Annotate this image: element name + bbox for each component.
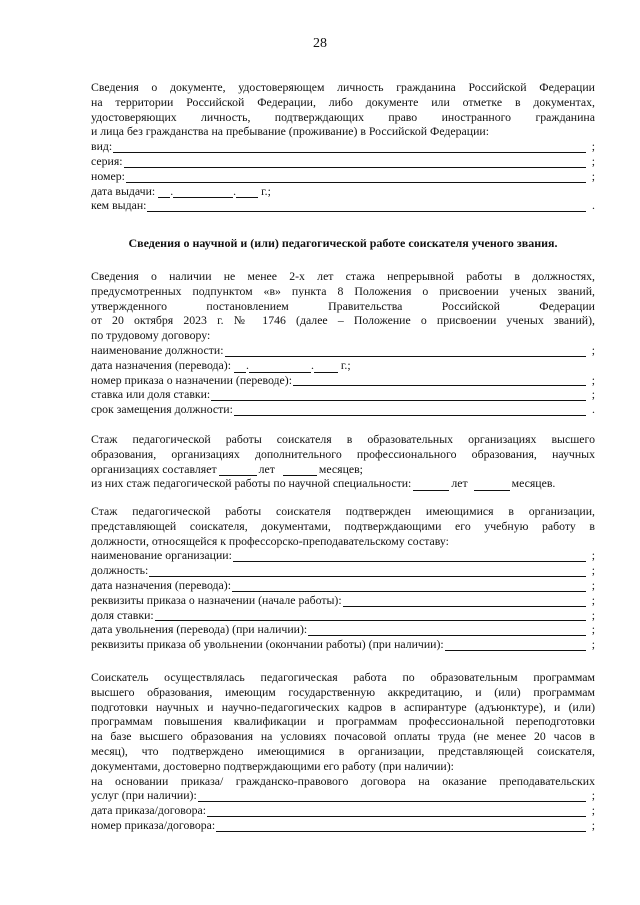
field-end: ;	[591, 607, 595, 622]
rate-field[interactable]	[91, 387, 595, 402]
date-separator: .	[245, 357, 249, 372]
months-label: месяцев;	[318, 461, 363, 476]
field-end: ;	[591, 637, 595, 652]
paragraph-line: подготовки научных и научно-педагогических кадров в аспирантуре (адъюнктуре), и (или)	[91, 699, 595, 714]
fill-line[interactable]	[198, 790, 586, 802]
field-end: .	[592, 402, 595, 417]
doc-number-field[interactable]	[91, 169, 595, 184]
field-label: срок замещения должности:	[91, 402, 233, 417]
field-label: серия:	[91, 153, 123, 168]
field-label: номер приказа/договора:	[91, 817, 216, 832]
field-label: организациях составляет	[91, 461, 217, 476]
field-end: ;	[591, 342, 595, 357]
date-separator: .	[233, 183, 237, 198]
year-suffix: г.;	[340, 357, 351, 372]
issued-by-field[interactable]	[91, 198, 595, 213]
field-label: услуг (при наличии):	[91, 788, 197, 803]
fill-line[interactable]	[343, 595, 586, 607]
paragraph-line: программам повышения квалификации и программам профессиональной переподготовки	[91, 714, 595, 729]
field-end: ;	[591, 563, 595, 578]
month-blank[interactable]	[173, 186, 233, 198]
month-blank[interactable]	[249, 361, 311, 373]
field-end: ;	[591, 817, 595, 832]
work-experience-section	[91, 269, 595, 417]
field-label: номер приказа о назначении (переводе):	[91, 372, 292, 387]
year-suffix: г.;	[261, 183, 271, 198]
paragraph-line: месяц), что подтверждено имеющимися в организации, представляющей соискателя,	[91, 743, 595, 758]
paragraph-line: удостоверяющих личность, подтверждающих право иностранного гражданина	[91, 109, 595, 124]
rate-share-field[interactable]	[91, 608, 595, 623]
fill-line[interactable]	[232, 580, 586, 592]
field-label: реквизиты приказа о назначении (начале работы):	[91, 592, 342, 607]
appointment-date-field[interactable]	[91, 358, 595, 373]
fill-line[interactable]	[155, 609, 586, 621]
services-field[interactable]	[91, 788, 595, 803]
fill-line[interactable]	[225, 345, 586, 357]
field-label: дата назначения (перевода):	[91, 577, 231, 592]
appointment-order-field[interactable]	[91, 373, 595, 388]
field-end: ;	[591, 168, 595, 183]
appointment-date-field[interactable]	[91, 578, 595, 593]
year-blank[interactable]	[314, 361, 338, 373]
position-field[interactable]	[91, 563, 595, 578]
order-details-field[interactable]	[91, 593, 595, 608]
field-end: ;	[591, 577, 595, 592]
paragraph-line: высшего образования, имеющим государственную аккредитацию, и (или) программам	[91, 684, 595, 699]
field-label: дата назначения (перевода):	[91, 357, 231, 372]
fill-line[interactable]	[293, 374, 586, 386]
field-label: вид:	[91, 139, 113, 154]
years-label: лет	[451, 476, 468, 491]
fill-line[interactable]	[445, 639, 586, 651]
section-heading: Сведения о научной и (или) педагогической работе соискателя ученого звания.	[128, 236, 558, 250]
hourly-work-section	[91, 670, 595, 833]
date-separator: .	[170, 183, 174, 198]
fill-line[interactable]	[207, 805, 586, 817]
field-label: наименование должности:	[91, 342, 224, 357]
dismissal-order-field[interactable]	[91, 637, 595, 652]
field-end: .	[592, 198, 595, 213]
position-name-field[interactable]	[91, 343, 595, 358]
fill-line[interactable]	[234, 404, 586, 416]
field-end: ;	[591, 788, 595, 803]
months-blank[interactable]	[283, 464, 317, 476]
order-date-field[interactable]	[91, 803, 595, 818]
fill-line[interactable]	[147, 200, 586, 212]
fill-line[interactable]	[216, 820, 586, 832]
field-end: ;	[591, 803, 595, 818]
pedagogical-experience-section	[91, 432, 595, 491]
field-end: ;	[591, 139, 595, 154]
field-label: дата выдачи:	[91, 183, 156, 198]
paragraph-line: Сведения о наличии не менее 2-х лет стажа непрерывной работы в должностях,	[91, 269, 595, 283]
specialty-experience-field[interactable]	[91, 476, 595, 491]
paragraph-line: утвержденного постановлением Правительства Российской Федерации	[91, 298, 595, 313]
fill-line[interactable]	[113, 141, 586, 153]
day-blank[interactable]	[234, 361, 246, 373]
paragraph-line: образования, организациях дополнительного профессионального образования, научных	[91, 446, 595, 461]
years-blank[interactable]	[413, 479, 449, 491]
months-blank[interactable]	[474, 479, 510, 491]
field-end: ;	[591, 592, 595, 607]
paragraph-line: на территории Российской Федерации, либо документе или отметке в документах,	[91, 94, 595, 109]
field-label: номер:	[91, 168, 125, 183]
fill-line[interactable]	[124, 156, 586, 168]
fill-line[interactable]	[126, 171, 586, 183]
years-blank[interactable]	[219, 464, 257, 476]
fill-line[interactable]	[211, 389, 586, 401]
field-label: должность:	[91, 563, 149, 578]
years-label: лет	[258, 461, 275, 476]
fill-line[interactable]	[149, 565, 586, 577]
field-label: дата приказа/договора:	[91, 803, 207, 818]
confirmed-experience-section	[91, 504, 595, 652]
paragraph-line: по трудовому договору:	[91, 328, 211, 343]
field-end: ;	[591, 372, 595, 387]
experience-total-field[interactable]	[91, 462, 595, 477]
term-field[interactable]	[91, 402, 595, 417]
paragraph-line: Стаж педагогической работы соискателя подтвержден имеющимися в организации,	[91, 504, 595, 518]
paragraph-line: должности, относящейся к профессорско-преподавательскому составу:	[91, 533, 449, 548]
field-label: реквизиты приказа об увольнении (окончании работы) (при наличии):	[91, 637, 444, 652]
field-label: кем выдан:	[91, 198, 147, 213]
months-label: месяцев.	[511, 476, 556, 491]
field-label: из них стаж педагогической работы по научной специальности:	[91, 476, 412, 491]
day-blank[interactable]	[158, 186, 170, 198]
paragraph-line: представляющей соискателя, документами, подтверждающими его учебную работу в	[91, 518, 595, 533]
field-end: ;	[591, 153, 595, 168]
fill-line[interactable]	[233, 550, 586, 562]
paragraph-line: на базе высшего образования на условиях почасовой оплаты труда (не менее 20 часов в	[91, 729, 595, 744]
field-label: ставка или доля ставки:	[91, 387, 211, 402]
issue-date-field[interactable]	[91, 184, 595, 199]
organization-name-field[interactable]	[91, 548, 595, 563]
doc-series-field[interactable]	[91, 154, 595, 169]
paragraph-line: документами, достоверно подтверждающими его работу (при наличии):	[91, 758, 454, 773]
field-end: ;	[591, 387, 595, 402]
paragraph-line: на основании приказа/ гражданско-правового договора на оказание преподавательских	[91, 773, 595, 788]
field-end: ;	[591, 548, 595, 563]
paragraph-line: и лица без гражданства на пребывание (проживание) в Российской Федерации:	[91, 124, 489, 139]
paragraph-line: Стаж педагогической работы соискателя в образовательных организациях высшего	[91, 432, 595, 446]
field-label: дата увольнения (перевода) (при наличии):	[91, 622, 308, 637]
identity-document-section	[91, 80, 595, 213]
paragraph-line: Сведения о документе, удостоверяющем личность гражданина Российской Федерации	[91, 80, 595, 94]
page-number: 28	[313, 36, 327, 51]
date-separator: .	[310, 357, 314, 372]
year-blank[interactable]	[236, 186, 258, 198]
field-end: ;	[591, 622, 595, 637]
paragraph-line: предусмотренных подпунктом «в» пункта 8 Положения о присвоении ученых званий,	[91, 283, 595, 298]
dismissal-date-field[interactable]	[91, 622, 595, 637]
paragraph-line: Соискатель осуществлялась педагогическая работа по образовательным программам	[91, 670, 595, 684]
field-label: наименование организации:	[91, 548, 232, 563]
paragraph-line: от 20 октября 2023 г. № 1746 (далее – Положение о присвоении ученых званий),	[91, 313, 595, 328]
fill-line[interactable]	[308, 624, 586, 636]
field-label: доля ставки:	[91, 607, 154, 622]
order-number-field[interactable]	[91, 818, 595, 833]
doc-type-field[interactable]	[91, 139, 595, 154]
